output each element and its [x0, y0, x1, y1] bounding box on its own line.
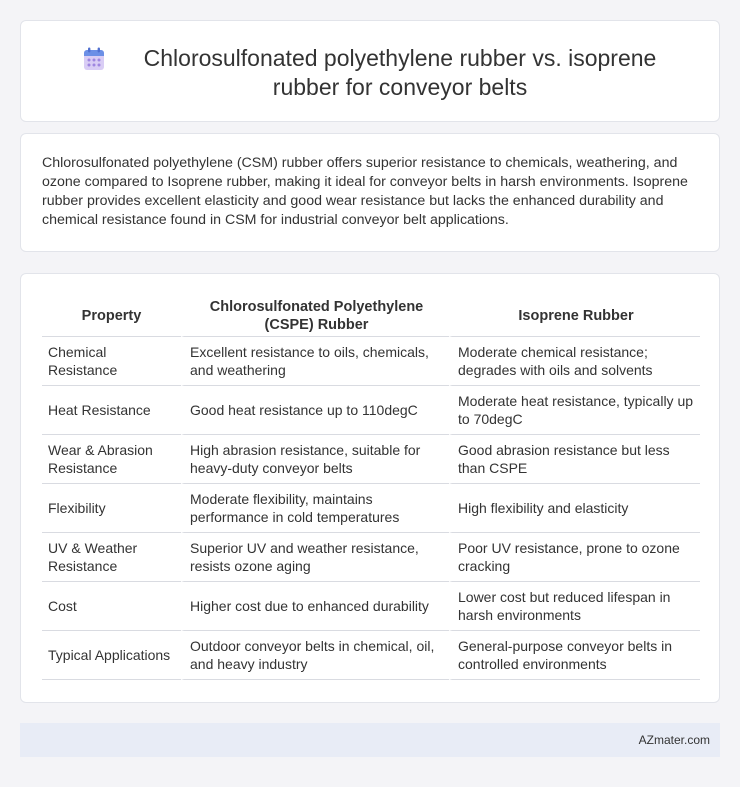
column-header: Property: [42, 295, 181, 337]
property-cell: Chemical Resistance: [42, 337, 181, 386]
comparison-table: [42, 295, 700, 680]
footer-site-link[interactable]: AZmater.com: [638, 733, 710, 747]
property-cell: Wear & Abrasion Resistance: [42, 435, 181, 484]
isoprene-cell: High flexibility and elasticity: [449, 484, 700, 533]
cspe-cell: Higher cost due to enhanced durability: [181, 582, 449, 631]
cspe-cell: High abrasion resistance, suitable for heavy-duty conveyor belts: [181, 435, 449, 484]
table-row: [42, 533, 700, 582]
table-row: [42, 631, 700, 680]
isoprene-cell: Moderate chemical resistance; degrades with oils and solvents: [449, 337, 700, 386]
cspe-cell: Excellent resistance to oils, chemicals, and weathering: [181, 337, 449, 386]
cspe-cell: Moderate flexibility, maintains performance in cold temperatures: [181, 484, 449, 533]
isoprene-cell: Moderate heat resistance, typically up to 70degC: [449, 386, 700, 435]
cspe-cell: Superior UV and weather resistance, resists ozone aging: [181, 533, 449, 582]
cspe-cell: Good heat resistance up to 110degC: [181, 386, 449, 435]
comparison-card: [20, 273, 720, 703]
table-row: [42, 484, 700, 533]
summary-card: [20, 133, 720, 252]
property-cell: Cost: [42, 582, 181, 631]
footer-bar: [20, 723, 720, 757]
table-row: [42, 435, 700, 484]
page-title: Chlorosulfonated polyethylene rubber vs. isoprene rubber for conveyor belts: [143, 45, 657, 100]
isoprene-cell: Poor UV resistance, prone to ozone cracking: [449, 533, 700, 582]
column-header: Chlorosulfonated Polyethylene (CSPE) Rubber: [181, 295, 449, 337]
property-cell: Flexibility: [42, 484, 181, 533]
property-cell: Typical Applications: [42, 631, 181, 680]
column-header: Isoprene Rubber: [449, 295, 700, 337]
property-cell: UV & Weather Resistance: [42, 533, 181, 582]
isoprene-cell: Lower cost but reduced lifespan in harsh environments: [449, 582, 700, 631]
table-row: [42, 386, 700, 435]
summary-text: Chlorosulfonated polyethylene (CSM) rubber offers superior resistance to chemicals, weathering, and ozone compared to Isoprene rubber, making it ideal for conveyor belts in harsh environments. Isoprene rubber provides excellent elasticity and good wear resistance but lacks the enhanced durability and chemical resistance found in CSM for industrial conveyor belt applications.: [42, 155, 688, 228]
property-cell: Heat Resistance: [42, 386, 181, 435]
table-row: [42, 582, 700, 631]
isoprene-cell: General-purpose conveyor belts in controlled environments: [449, 631, 700, 680]
isoprene-cell: Good abrasion resistance but less than CSPE: [449, 435, 700, 484]
cspe-cell: Outdoor conveyor belts in chemical, oil, and heavy industry: [181, 631, 449, 680]
table-header-row: [42, 295, 700, 337]
table-row: [42, 337, 700, 386]
title-card: [20, 20, 720, 122]
